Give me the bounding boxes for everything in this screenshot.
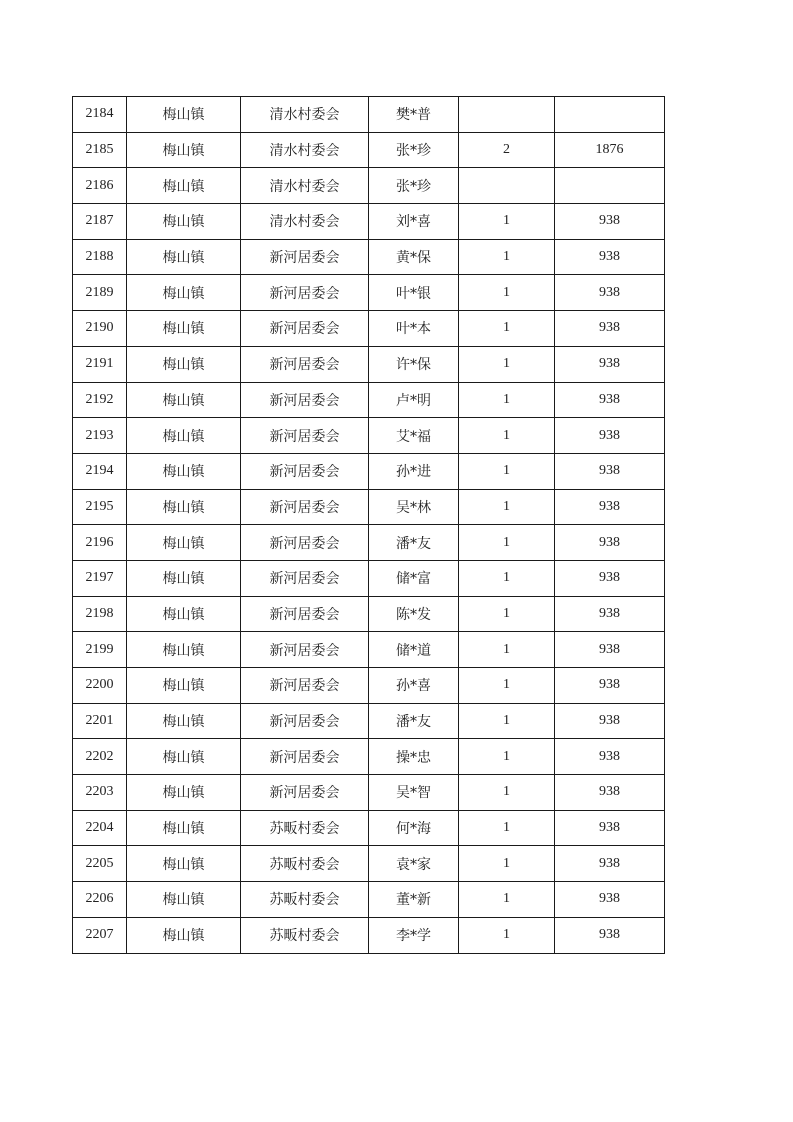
town-cell: 梅山镇 bbox=[127, 775, 241, 811]
count-cell: 1 bbox=[459, 204, 555, 240]
person-name-cell: 卢*明 bbox=[369, 382, 459, 418]
table-row bbox=[73, 382, 665, 418]
count-cell: 1 bbox=[459, 525, 555, 561]
amount-cell: 938 bbox=[555, 703, 665, 739]
amount-cell: 938 bbox=[555, 239, 665, 275]
town-cell: 梅山镇 bbox=[127, 239, 241, 275]
village-committee-cell: 苏畈村委会 bbox=[241, 846, 369, 882]
row-number-cell: 2198 bbox=[73, 596, 127, 632]
row-number-cell: 2207 bbox=[73, 917, 127, 953]
amount-cell: 938 bbox=[555, 775, 665, 811]
town-cell: 梅山镇 bbox=[127, 632, 241, 668]
row-number-cell: 2187 bbox=[73, 204, 127, 240]
person-name-cell: 张*珍 bbox=[369, 132, 459, 168]
table-row bbox=[73, 882, 665, 918]
village-committee-cell: 新河居委会 bbox=[241, 596, 369, 632]
count-cell: 1 bbox=[459, 239, 555, 275]
person-name-cell: 何*海 bbox=[369, 810, 459, 846]
village-committee-cell: 苏畈村委会 bbox=[241, 917, 369, 953]
table-row bbox=[73, 525, 665, 561]
row-number-cell: 2205 bbox=[73, 846, 127, 882]
count-cell: 1 bbox=[459, 917, 555, 953]
person-name-cell: 刘*喜 bbox=[369, 204, 459, 240]
table-row bbox=[73, 239, 665, 275]
person-name-cell: 吴*智 bbox=[369, 775, 459, 811]
table-row bbox=[73, 418, 665, 454]
row-number-cell: 2189 bbox=[73, 275, 127, 311]
person-name-cell: 潘*友 bbox=[369, 703, 459, 739]
table-row bbox=[73, 668, 665, 704]
table-row bbox=[73, 739, 665, 775]
table-row bbox=[73, 703, 665, 739]
town-cell: 梅山镇 bbox=[127, 346, 241, 382]
person-name-cell: 樊*普 bbox=[369, 97, 459, 133]
amount-cell: 938 bbox=[555, 560, 665, 596]
amount-cell: 938 bbox=[555, 275, 665, 311]
row-number-cell: 2193 bbox=[73, 418, 127, 454]
row-number-cell: 2201 bbox=[73, 703, 127, 739]
person-name-cell: 李*学 bbox=[369, 917, 459, 953]
town-cell: 梅山镇 bbox=[127, 97, 241, 133]
village-committee-cell: 清水村委会 bbox=[241, 97, 369, 133]
village-committee-cell: 清水村委会 bbox=[241, 168, 369, 204]
table-row bbox=[73, 846, 665, 882]
person-name-cell: 潘*友 bbox=[369, 525, 459, 561]
table-row bbox=[73, 204, 665, 240]
count-cell: 1 bbox=[459, 418, 555, 454]
amount-cell: 938 bbox=[555, 917, 665, 953]
town-cell: 梅山镇 bbox=[127, 418, 241, 454]
town-cell: 梅山镇 bbox=[127, 204, 241, 240]
row-number-cell: 2192 bbox=[73, 382, 127, 418]
count-cell: 1 bbox=[459, 560, 555, 596]
row-number-cell: 2190 bbox=[73, 311, 127, 347]
town-cell: 梅山镇 bbox=[127, 453, 241, 489]
roster-table bbox=[72, 96, 665, 954]
town-cell: 梅山镇 bbox=[127, 382, 241, 418]
amount-cell: 938 bbox=[555, 525, 665, 561]
village-committee-cell: 新河居委会 bbox=[241, 560, 369, 596]
table-row bbox=[73, 97, 665, 133]
amount-cell: 938 bbox=[555, 596, 665, 632]
count-cell: 1 bbox=[459, 703, 555, 739]
table-row bbox=[73, 275, 665, 311]
row-number-cell: 2194 bbox=[73, 453, 127, 489]
village-committee-cell: 苏畈村委会 bbox=[241, 882, 369, 918]
person-name-cell: 袁*家 bbox=[369, 846, 459, 882]
village-committee-cell: 苏畈村委会 bbox=[241, 810, 369, 846]
row-number-cell: 2188 bbox=[73, 239, 127, 275]
town-cell: 梅山镇 bbox=[127, 132, 241, 168]
town-cell: 梅山镇 bbox=[127, 168, 241, 204]
amount-cell: 938 bbox=[555, 632, 665, 668]
village-committee-cell: 新河居委会 bbox=[241, 703, 369, 739]
town-cell: 梅山镇 bbox=[127, 275, 241, 311]
amount-cell: 938 bbox=[555, 453, 665, 489]
count-cell: 1 bbox=[459, 739, 555, 775]
table-row bbox=[73, 560, 665, 596]
row-number-cell: 2200 bbox=[73, 668, 127, 704]
count-cell: 2 bbox=[459, 132, 555, 168]
town-cell: 梅山镇 bbox=[127, 739, 241, 775]
amount-cell: 938 bbox=[555, 418, 665, 454]
village-committee-cell: 新河居委会 bbox=[241, 382, 369, 418]
row-number-cell: 2195 bbox=[73, 489, 127, 525]
person-name-cell: 许*保 bbox=[369, 346, 459, 382]
village-committee-cell: 新河居委会 bbox=[241, 311, 369, 347]
table-row bbox=[73, 917, 665, 953]
amount-cell bbox=[555, 97, 665, 133]
amount-cell: 938 bbox=[555, 311, 665, 347]
count-cell: 1 bbox=[459, 810, 555, 846]
row-number-cell: 2206 bbox=[73, 882, 127, 918]
town-cell: 梅山镇 bbox=[127, 525, 241, 561]
row-number-cell: 2197 bbox=[73, 560, 127, 596]
amount-cell: 938 bbox=[555, 489, 665, 525]
amount-cell: 938 bbox=[555, 882, 665, 918]
village-committee-cell: 新河居委会 bbox=[241, 632, 369, 668]
count-cell bbox=[459, 168, 555, 204]
row-number-cell: 2184 bbox=[73, 97, 127, 133]
count-cell: 1 bbox=[459, 882, 555, 918]
count-cell: 1 bbox=[459, 382, 555, 418]
village-committee-cell: 新河居委会 bbox=[241, 739, 369, 775]
village-committee-cell: 新河居委会 bbox=[241, 239, 369, 275]
row-number-cell: 2185 bbox=[73, 132, 127, 168]
count-cell: 1 bbox=[459, 346, 555, 382]
amount-cell: 938 bbox=[555, 846, 665, 882]
row-number-cell: 2204 bbox=[73, 810, 127, 846]
town-cell: 梅山镇 bbox=[127, 489, 241, 525]
table-row bbox=[73, 311, 665, 347]
row-number-cell: 2203 bbox=[73, 775, 127, 811]
table-row bbox=[73, 132, 665, 168]
village-committee-cell: 新河居委会 bbox=[241, 418, 369, 454]
table-row bbox=[73, 596, 665, 632]
amount-cell: 938 bbox=[555, 204, 665, 240]
village-committee-cell: 新河居委会 bbox=[241, 275, 369, 311]
amount-cell: 938 bbox=[555, 668, 665, 704]
count-cell: 1 bbox=[459, 311, 555, 347]
person-name-cell: 操*忠 bbox=[369, 739, 459, 775]
village-committee-cell: 新河居委会 bbox=[241, 668, 369, 704]
row-number-cell: 2202 bbox=[73, 739, 127, 775]
town-cell: 梅山镇 bbox=[127, 846, 241, 882]
person-name-cell: 董*新 bbox=[369, 882, 459, 918]
count-cell: 1 bbox=[459, 668, 555, 704]
roster-body bbox=[73, 97, 665, 954]
table-row bbox=[73, 489, 665, 525]
person-name-cell: 黄*保 bbox=[369, 239, 459, 275]
person-name-cell: 孙*喜 bbox=[369, 668, 459, 704]
row-number-cell: 2199 bbox=[73, 632, 127, 668]
amount-cell: 938 bbox=[555, 810, 665, 846]
count-cell: 1 bbox=[459, 275, 555, 311]
person-name-cell: 储*道 bbox=[369, 632, 459, 668]
count-cell: 1 bbox=[459, 453, 555, 489]
table-row bbox=[73, 453, 665, 489]
amount-cell: 1876 bbox=[555, 132, 665, 168]
count-cell: 1 bbox=[459, 632, 555, 668]
town-cell: 梅山镇 bbox=[127, 882, 241, 918]
person-name-cell: 艾*福 bbox=[369, 418, 459, 454]
village-committee-cell: 新河居委会 bbox=[241, 453, 369, 489]
village-committee-cell: 新河居委会 bbox=[241, 489, 369, 525]
village-committee-cell: 新河居委会 bbox=[241, 346, 369, 382]
village-committee-cell: 新河居委会 bbox=[241, 525, 369, 561]
person-name-cell: 孙*进 bbox=[369, 453, 459, 489]
town-cell: 梅山镇 bbox=[127, 703, 241, 739]
table-row bbox=[73, 810, 665, 846]
person-name-cell: 叶*本 bbox=[369, 311, 459, 347]
row-number-cell: 2191 bbox=[73, 346, 127, 382]
village-committee-cell: 新河居委会 bbox=[241, 775, 369, 811]
table-row bbox=[73, 168, 665, 204]
count-cell: 1 bbox=[459, 775, 555, 811]
amount-cell: 938 bbox=[555, 739, 665, 775]
amount-cell bbox=[555, 168, 665, 204]
town-cell: 梅山镇 bbox=[127, 810, 241, 846]
amount-cell: 938 bbox=[555, 382, 665, 418]
town-cell: 梅山镇 bbox=[127, 560, 241, 596]
table-row bbox=[73, 632, 665, 668]
row-number-cell: 2196 bbox=[73, 525, 127, 561]
count-cell bbox=[459, 97, 555, 133]
town-cell: 梅山镇 bbox=[127, 311, 241, 347]
count-cell: 1 bbox=[459, 489, 555, 525]
person-name-cell: 叶*银 bbox=[369, 275, 459, 311]
person-name-cell: 储*富 bbox=[369, 560, 459, 596]
person-name-cell: 张*珍 bbox=[369, 168, 459, 204]
table-row bbox=[73, 775, 665, 811]
town-cell: 梅山镇 bbox=[127, 668, 241, 704]
table-row bbox=[73, 346, 665, 382]
village-committee-cell: 清水村委会 bbox=[241, 132, 369, 168]
count-cell: 1 bbox=[459, 846, 555, 882]
amount-cell: 938 bbox=[555, 346, 665, 382]
village-committee-cell: 清水村委会 bbox=[241, 204, 369, 240]
person-name-cell: 吴*林 bbox=[369, 489, 459, 525]
person-name-cell: 陈*发 bbox=[369, 596, 459, 632]
town-cell: 梅山镇 bbox=[127, 917, 241, 953]
row-number-cell: 2186 bbox=[73, 168, 127, 204]
town-cell: 梅山镇 bbox=[127, 596, 241, 632]
count-cell: 1 bbox=[459, 596, 555, 632]
